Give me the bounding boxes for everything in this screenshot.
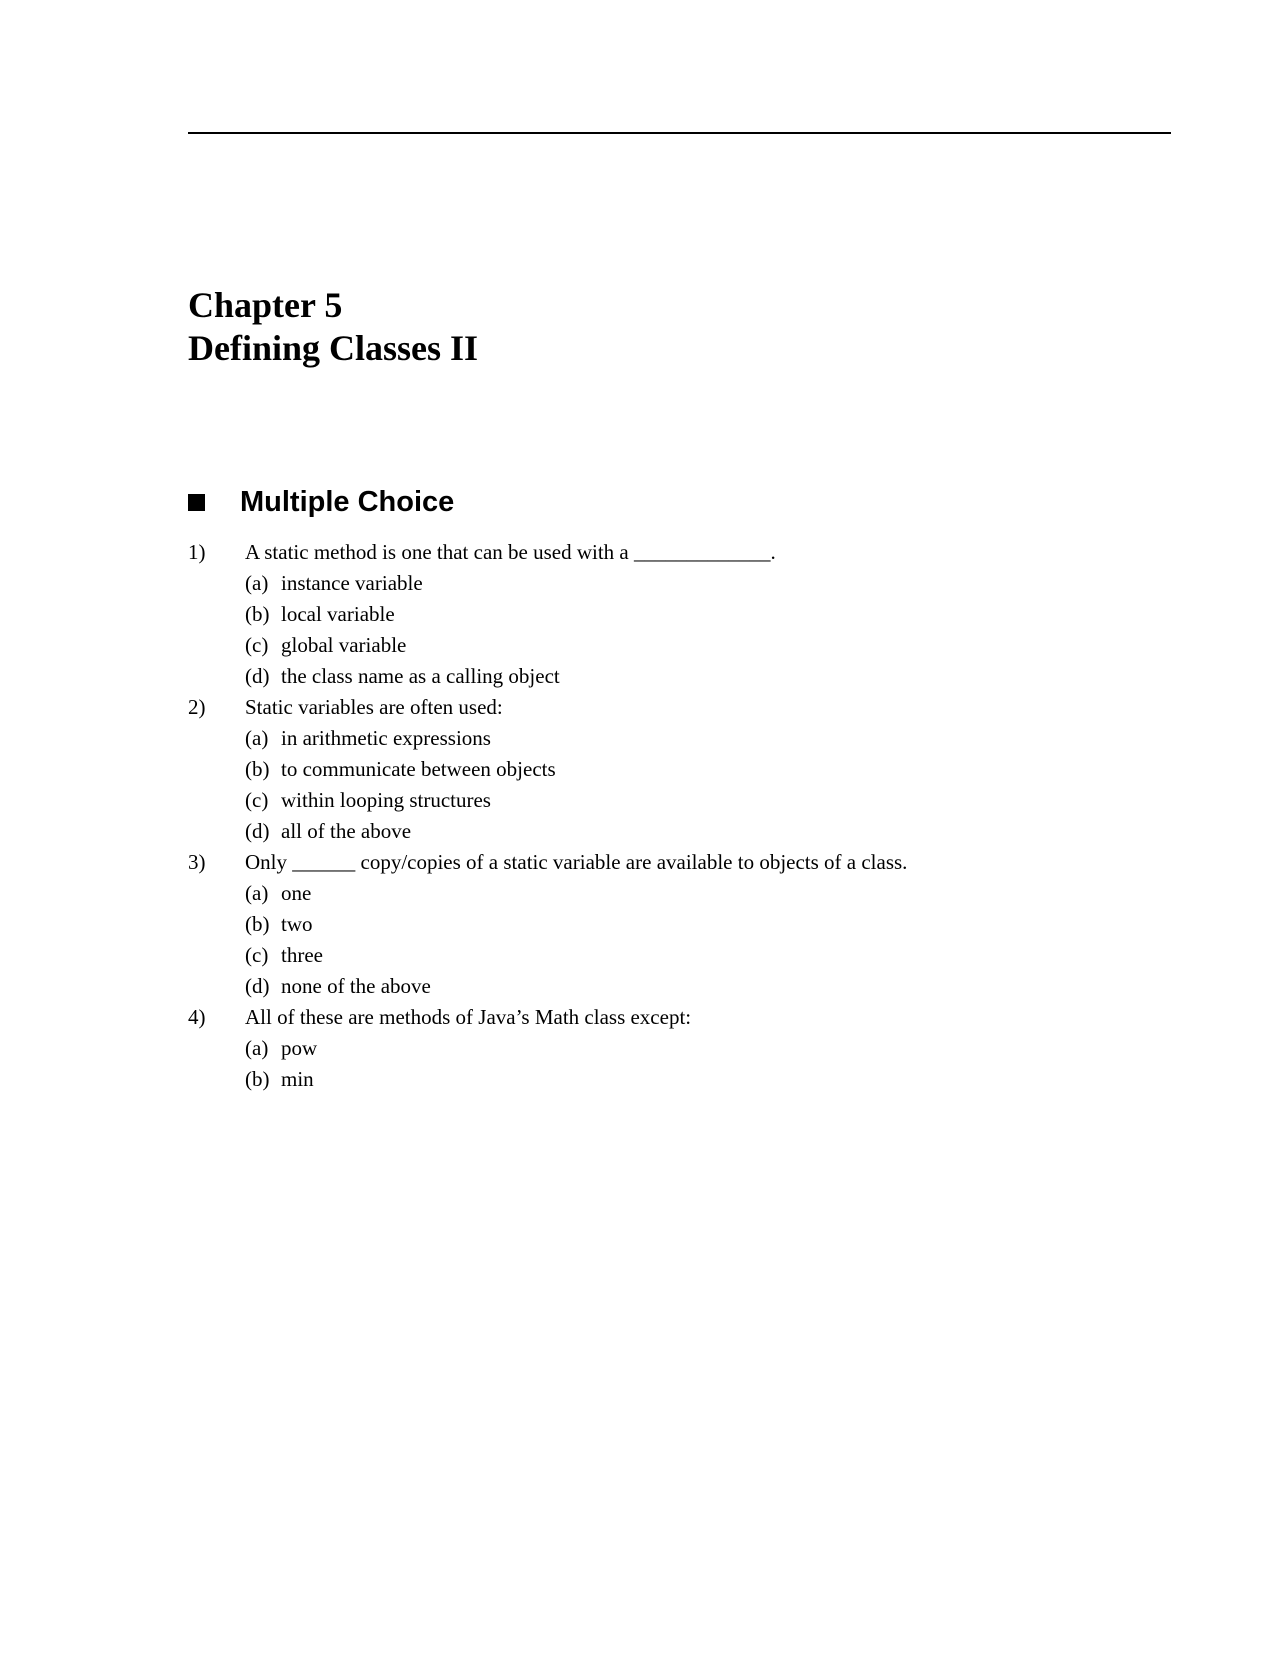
- answer-option: [188, 785, 1188, 816]
- section-heading: [188, 482, 454, 522]
- question-stem: [188, 692, 1188, 723]
- option-letter: (b): [245, 757, 270, 781]
- question-number: 2): [188, 695, 206, 719]
- answer-option: [188, 599, 1188, 630]
- option-letter: (d): [245, 664, 270, 688]
- answer-option: [188, 878, 1188, 909]
- square-bullet-icon: [188, 494, 205, 511]
- option-text: within looping structures: [281, 788, 491, 812]
- question-number: 1): [188, 540, 206, 564]
- answer-option: [188, 630, 1188, 661]
- option-letter: (b): [245, 1067, 270, 1091]
- option-letter: (c): [245, 943, 269, 967]
- option-text: in arithmetic expressions: [281, 726, 491, 750]
- answer-option: [188, 1064, 1188, 1095]
- question-item: [188, 692, 1188, 847]
- option-text: none of the above: [281, 974, 431, 998]
- section-title: Multiple Choice: [240, 486, 455, 518]
- answer-option: [188, 971, 1188, 1002]
- answer-option: [188, 568, 1188, 599]
- question-stem: [188, 1002, 1188, 1033]
- option-text: to communicate between objects: [281, 757, 556, 781]
- option-text: min: [281, 1067, 314, 1091]
- option-text: three: [281, 943, 323, 967]
- option-letter: (d): [245, 974, 270, 998]
- option-letter: (a): [245, 726, 269, 750]
- answer-option: [188, 723, 1188, 754]
- option-text: all of the above: [281, 819, 412, 843]
- option-letter: (c): [245, 788, 269, 812]
- option-text: local variable: [281, 602, 395, 626]
- question-item: [188, 847, 1188, 1002]
- answer-option: [188, 816, 1188, 847]
- question-item: [188, 1002, 1188, 1095]
- option-text: the class name as a calling object: [281, 664, 560, 688]
- answer-option: [188, 661, 1188, 692]
- option-letter: (a): [245, 1036, 269, 1060]
- option-letter: (c): [245, 633, 269, 657]
- header-rule: [188, 132, 1171, 134]
- question-number: 4): [188, 1005, 206, 1029]
- answer-option: [188, 754, 1188, 785]
- answer-option: [188, 1033, 1188, 1064]
- question-number: 3): [188, 850, 206, 874]
- option-letter: (d): [245, 819, 270, 843]
- option-text: one: [281, 881, 312, 905]
- question-item: [188, 537, 1188, 692]
- option-text: global variable: [281, 633, 407, 657]
- option-letter: (a): [245, 571, 269, 595]
- question-text: Static variables are often used:: [245, 695, 503, 719]
- option-letter: (b): [245, 912, 270, 936]
- question-stem: [188, 537, 1188, 568]
- option-letter: (a): [245, 881, 269, 905]
- question-list: [188, 537, 1188, 1095]
- option-text: two: [281, 912, 313, 936]
- chapter-title: Defining Classes II: [188, 328, 479, 368]
- answer-option: [188, 940, 1188, 971]
- chapter-number: Chapter 5: [188, 285, 343, 325]
- question-text: A static method is one that can be used with a _____________.: [245, 540, 776, 564]
- question-text: Only ______ copy/copies of a static variable are available to objects of a class.: [245, 850, 908, 874]
- question-stem: [188, 847, 1188, 878]
- option-text: pow: [281, 1036, 318, 1060]
- answer-option: [188, 909, 1188, 940]
- option-text: instance variable: [281, 571, 423, 595]
- question-text: All of these are methods of Java’s Math class except:: [245, 1005, 692, 1029]
- chapter-heading: [188, 284, 478, 370]
- option-letter: (b): [245, 602, 270, 626]
